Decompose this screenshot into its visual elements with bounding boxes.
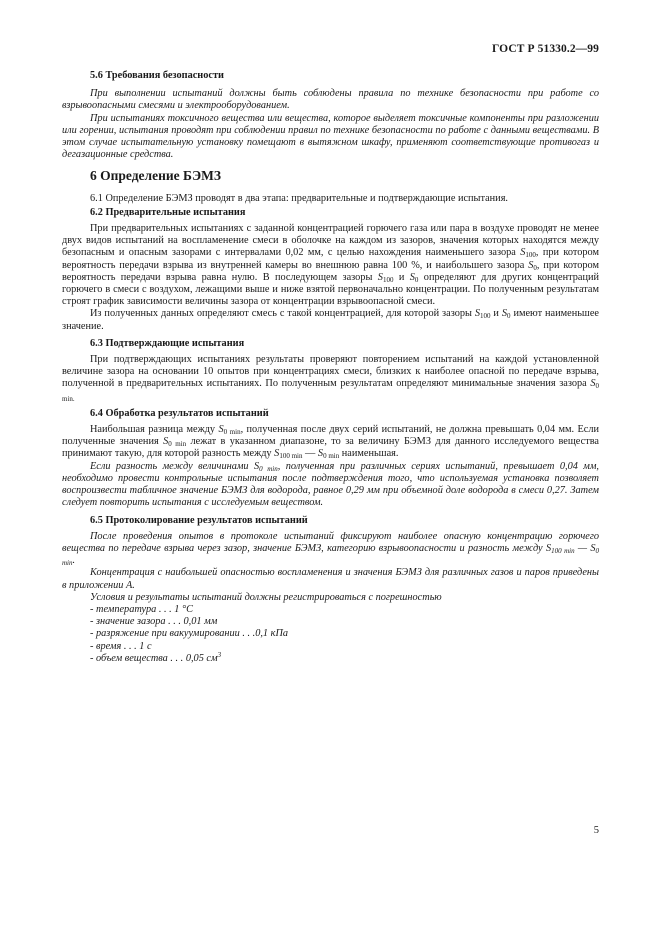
document-body bbox=[62, 70, 599, 665]
s63-paragraph-1: При подтверждающих испытаниях результаты проверяют повторением испытаний на каждой установленной величине зазора на основании 10 опытов при концентрациях смеси, близких к наиболее опасной по передаче взрыва, полученной в предварительных испытаниях. По полученным результатам определяют минимальные значения зазора $S_{0 min.}$ bbox=[62, 354, 599, 403]
list-item: - значение зазора . . . 0,01 мм bbox=[90, 616, 218, 628]
page-number: 5 bbox=[593, 825, 599, 836]
list-item: - время . . . 1 с bbox=[90, 640, 152, 652]
list-item: - объем вещества . . . 0,05 $см^3$ bbox=[90, 650, 222, 664]
s62-paragraph-2: Из полученных данных определяют смесь с такой концентрацией, для которой зазоры $S_{100}$ и $S_0$ имеют наименьшее значение. bbox=[62, 308, 599, 332]
list-item: - разряжение при вакуумировании . . .0,1 кПа bbox=[90, 628, 289, 640]
section-6-5-title: 6.5 Протоколирование результатов испытаний bbox=[90, 514, 308, 526]
s56-paragraph-1: При выполнении испытаний должны быть соблюдены правила по технике безопасности при работе со взрывоопасными смесями и электрооборудованием. bbox=[62, 88, 599, 112]
section-6-3-title: 6.3 Подтверждающие испытания bbox=[90, 337, 245, 349]
s65-paragraph-3: Условия и результаты испытаний должны регистрироваться с погрешностью bbox=[90, 591, 442, 603]
section-6-4-title: 6.4 Обработка результатов испытаний bbox=[90, 407, 269, 419]
section-6-2-title: 6.2 Предварительные испытания bbox=[90, 206, 246, 218]
tolerance-list bbox=[62, 604, 599, 665]
s65-paragraph-2: Концентрация с наибольшей опасностью воспламенения и значения БЭМЗ для различных газов и паров приведены в приложении А. bbox=[62, 567, 599, 591]
s61-paragraph: 6.1 Определение БЭМЗ проводят в два этапа: предварительные и подтверждающие испытания. bbox=[90, 192, 509, 204]
document-header: ГОСТ Р 51330.2—99 bbox=[492, 43, 599, 55]
s65-paragraph-1: После проведения опытов в протоколе испытаний фиксируют наиболее опасную концентрацию горючего вещества по передаче взрыва через зазор, значение БЭМЗ, категорию взрывоопасности и разность между $S_{100 min}$ — $S_{0 min}$. bbox=[62, 530, 599, 568]
s62-paragraph-1: При предварительных испытаниях с заданной концентрацией горючего газа или пара в воздухе проводят не менее двух видов испытаний на воспламенение смеси в оболочке на каждом из зазоров, значения которых находятся между безопасным и опасным зазорами с интервалами 0,02 мм, с целью нахождения наименьшего зазора $S_{100}$, при котором вероятность передачи взрыва из внутренней камеры во внешнюю равна 100 %, и наибольшего зазора $S_0$, при котором вероятность передачи взрыва равна нулю. В последующем зазоры $S_{100}$ и $S_0$ определяют для других концентраций горючего в смеси с воздухом, лежащими выше и ниже взятой первоначально концентрации. По полученным результатам строят график зависимости величины зазора от концентрации взрывоопасной смеси. bbox=[62, 223, 600, 308]
s56-paragraph-2: При испытаниях токсичного вещества или вещества, которое выделяет токсичные компоненты при разложении или горении, испытания проводят при соблюдении правил по технике безопасности по работе с данными веществами. В этом случае испытательную установку помещают в вытяжном шкафу, применяют соответствующие противогаз и дегазационные средства. bbox=[62, 112, 599, 161]
s64-paragraph-2: Если разность между величинами $S_{0 min}$, полученная при различных сериях испытаний, превышает 0,04 мм, необходимо провести контрольные испытания после подтверждения того, что используемая установка позволяет воспроизвести табличное значение БЭМЗ для водорода, равное 0,29 мм при объемной доле водорода в смеси 0,27. Затем следует повторить испытания с исследуемым веществом. bbox=[62, 460, 599, 509]
section-6-title: 6 Определение БЭМЗ bbox=[90, 168, 221, 184]
list-item: - температура . . . 1 °С bbox=[90, 603, 193, 615]
section-5-6-title: 5.6 Требования безопасности bbox=[90, 70, 224, 81]
s64-paragraph-1: Наибольшая разница между $S_{0 min}$, полученная после двух серий испытаний, не должна превышать 0,04 мм. Если полученные значения $S_{0 min}$ лежат в указанном диапазоне, то за величину БЭМЗ для данного исследуемого вещества принимают такую, для которой разность между $S_{100 min}$ — $S_{0 min}$ наименьшая. bbox=[62, 424, 599, 461]
